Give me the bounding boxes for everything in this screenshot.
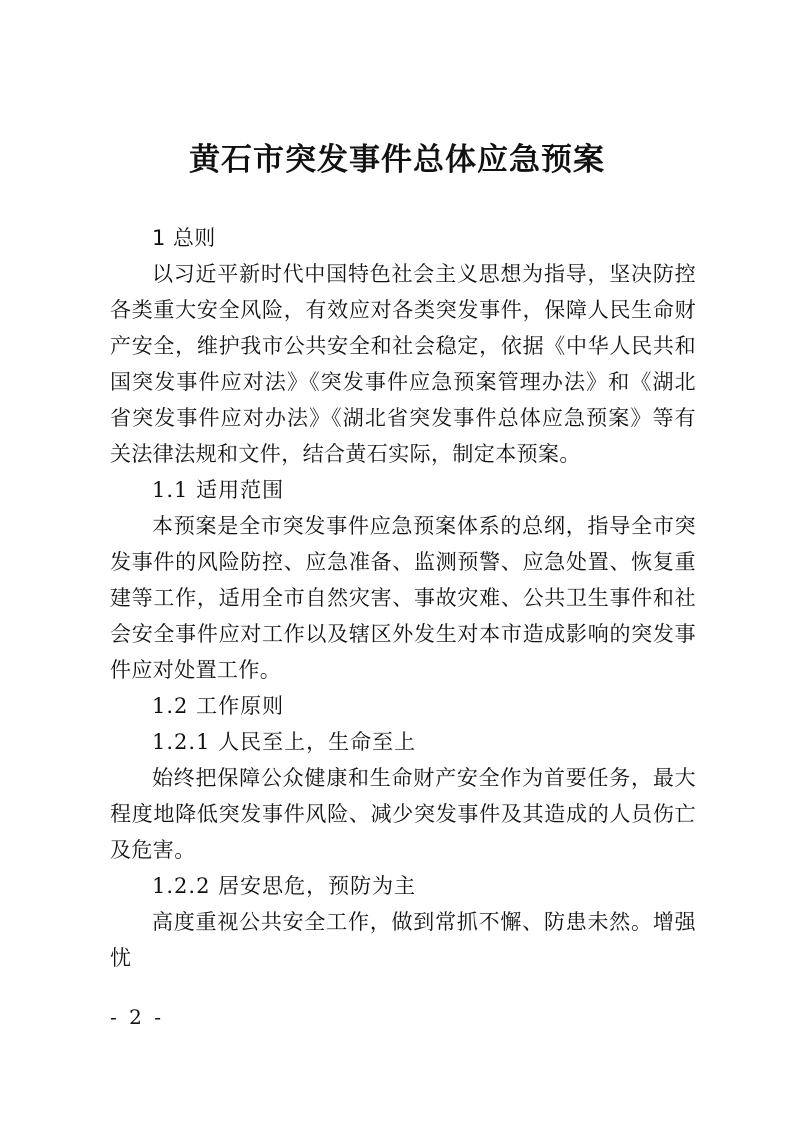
paragraph-prevention: 高度重视公共安全工作，做到常抓不懈、防患未然。增强忧 bbox=[110, 910, 696, 970]
document-body bbox=[110, 220, 696, 976]
section-heading-principles: 1.2 工作原则 bbox=[152, 694, 285, 718]
paragraph-scope: 本预案是全市突发事件应急预案体系的总纲，指导全市突发事件的风险防控、应急准备、监测预警、应急处置、恢复重建等工作，适用全市自然灾害、事故灾难、公共卫生事件和社会安全事件应对工作以及辖区外发生对本市造成影响的突发事件应对处置工作。 bbox=[110, 514, 696, 682]
section-heading-general: 1 总则 bbox=[152, 226, 216, 250]
paragraph-people-first: 始终把保障公众健康和生命财产安全作为首要任务，最大程度地降低突发事件风险、减少突发事件及其造成的人员伤亡及危害。 bbox=[110, 766, 696, 862]
document-title: 黄石市突发事件总体应急预案 bbox=[189, 142, 605, 178]
subsection-heading-people-first: 1.2.1 人民至上，生命至上 bbox=[152, 730, 417, 754]
subsection-heading-prevention: 1.2.2 居安思危，预防为主 bbox=[152, 874, 417, 898]
paragraph-guiding-basis: 以习近平新时代中国特色社会主义思想为指导，坚决防控各类重大安全风险，有效应对各类突发事件，保障人民生命财产安全，维护我市公共安全和社会稳定，依据《中华人民共和国突发事件应对法》《突发事件应急预案管理办法》和《湖北省突发事件应对办法》《湖北省突发事件总体应急预案》等有关法律法规和文件，结合黄石实际，制定本预案。 bbox=[110, 262, 696, 466]
page-number: - 2 - bbox=[110, 1005, 164, 1029]
section-heading-scope: 1.1 适用范围 bbox=[152, 478, 285, 502]
